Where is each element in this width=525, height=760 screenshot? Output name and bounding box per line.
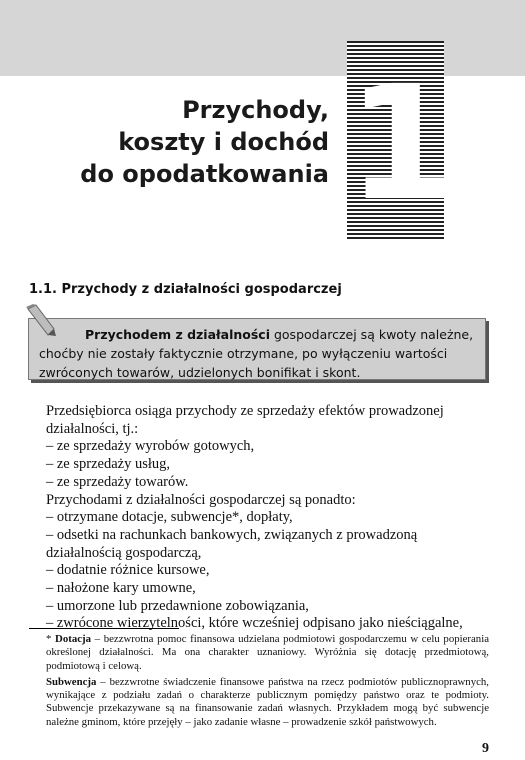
definition-text <box>29 319 485 382</box>
chapter-number-block <box>347 41 457 240</box>
list-item: – odsetki na rachunkach bankowych, związanych z prowadzoną działalnością gospodarczą, <box>46 526 418 561</box>
list-item: – ze sprzedaży usług, <box>46 456 171 473</box>
footnote-text-dotacja: – bezzwrotna pomoc finansowa udzielana podmiotowi gospodarczemu w celu popierania określonej działalności. Ma ona charakter uznaniowy. Wyróżnia się dotację przedmiotową, podmiotową i celową. <box>46 633 489 672</box>
list-item: – otrzymane dotacje, subwencje*, dopłaty, <box>46 509 293 526</box>
footnote-term-dotacja: Dotacja <box>55 633 92 645</box>
chapter-number: 1 <box>347 52 457 236</box>
chapter-title <box>0 94 329 190</box>
list-item: – nałożone kary umowne, <box>46 580 196 597</box>
definition-box <box>28 318 486 380</box>
footnote-dotacja <box>29 633 489 673</box>
footnote-term-subwencja: Subwencja <box>46 675 97 688</box>
footnote-subwencja <box>29 676 489 729</box>
chapter-title-line-1: Przychody, <box>182 96 329 124</box>
body-intro: Przedsiębiorca osiąga przychody ze sprzedaży efektów prowadzonej działalności, tj.: <box>46 403 444 437</box>
footnote-text-subwencja: – bezzwrotne świadczenie finansowe państwa na rzecz podmiotów publicznoprawnych, wynikające z podziału zadań o charakterze publicznym pomiędzy państwo oraz te podmioty. Subwencje przekazywane są na finansowanie zadań własnych. Przykładem mogą być subwencje należne gminom, które przejęły – jako zadanie własne – prowadzenie szkół państwowych. <box>46 675 489 728</box>
list-item: – ze sprzedaży towarów. <box>46 473 189 490</box>
list-item: – dodatnie różnice kursowe, <box>46 562 210 579</box>
list-item: – umorzone lub przedawnione zobowiązania, <box>46 597 309 614</box>
footnote-separator <box>29 628 179 629</box>
body-text <box>29 403 491 633</box>
list-item: – ze sprzedaży wyrobów gotowych, <box>46 438 255 455</box>
body-additional-intro: Przychodami z działalności gospodarczej są ponadto: <box>46 491 356 508</box>
page-number: 9 <box>482 741 489 756</box>
definition-term: Przychodem z działalności <box>85 327 270 342</box>
footnote-marker: * <box>46 633 56 645</box>
chapter-title-line-3: do opodatkowania <box>80 160 329 188</box>
chapter-title-line-2: koszty i dochód <box>118 128 329 156</box>
footnotes <box>29 633 489 732</box>
pencil-icon <box>24 303 58 337</box>
list-item: – zwrócone wierzytelności, które wcześniej odpisano jako nieściągalne, <box>46 615 463 632</box>
definition-body: gospodarczej są kwoty należne, choćby nie zostały faktycznie otrzymane, po wyłączeniu wartości zwróconych towarów, udzielonych bonifikat i skont. <box>39 327 474 380</box>
section-heading: 1.1. Przychody z działalności gospodarczej <box>29 282 342 297</box>
